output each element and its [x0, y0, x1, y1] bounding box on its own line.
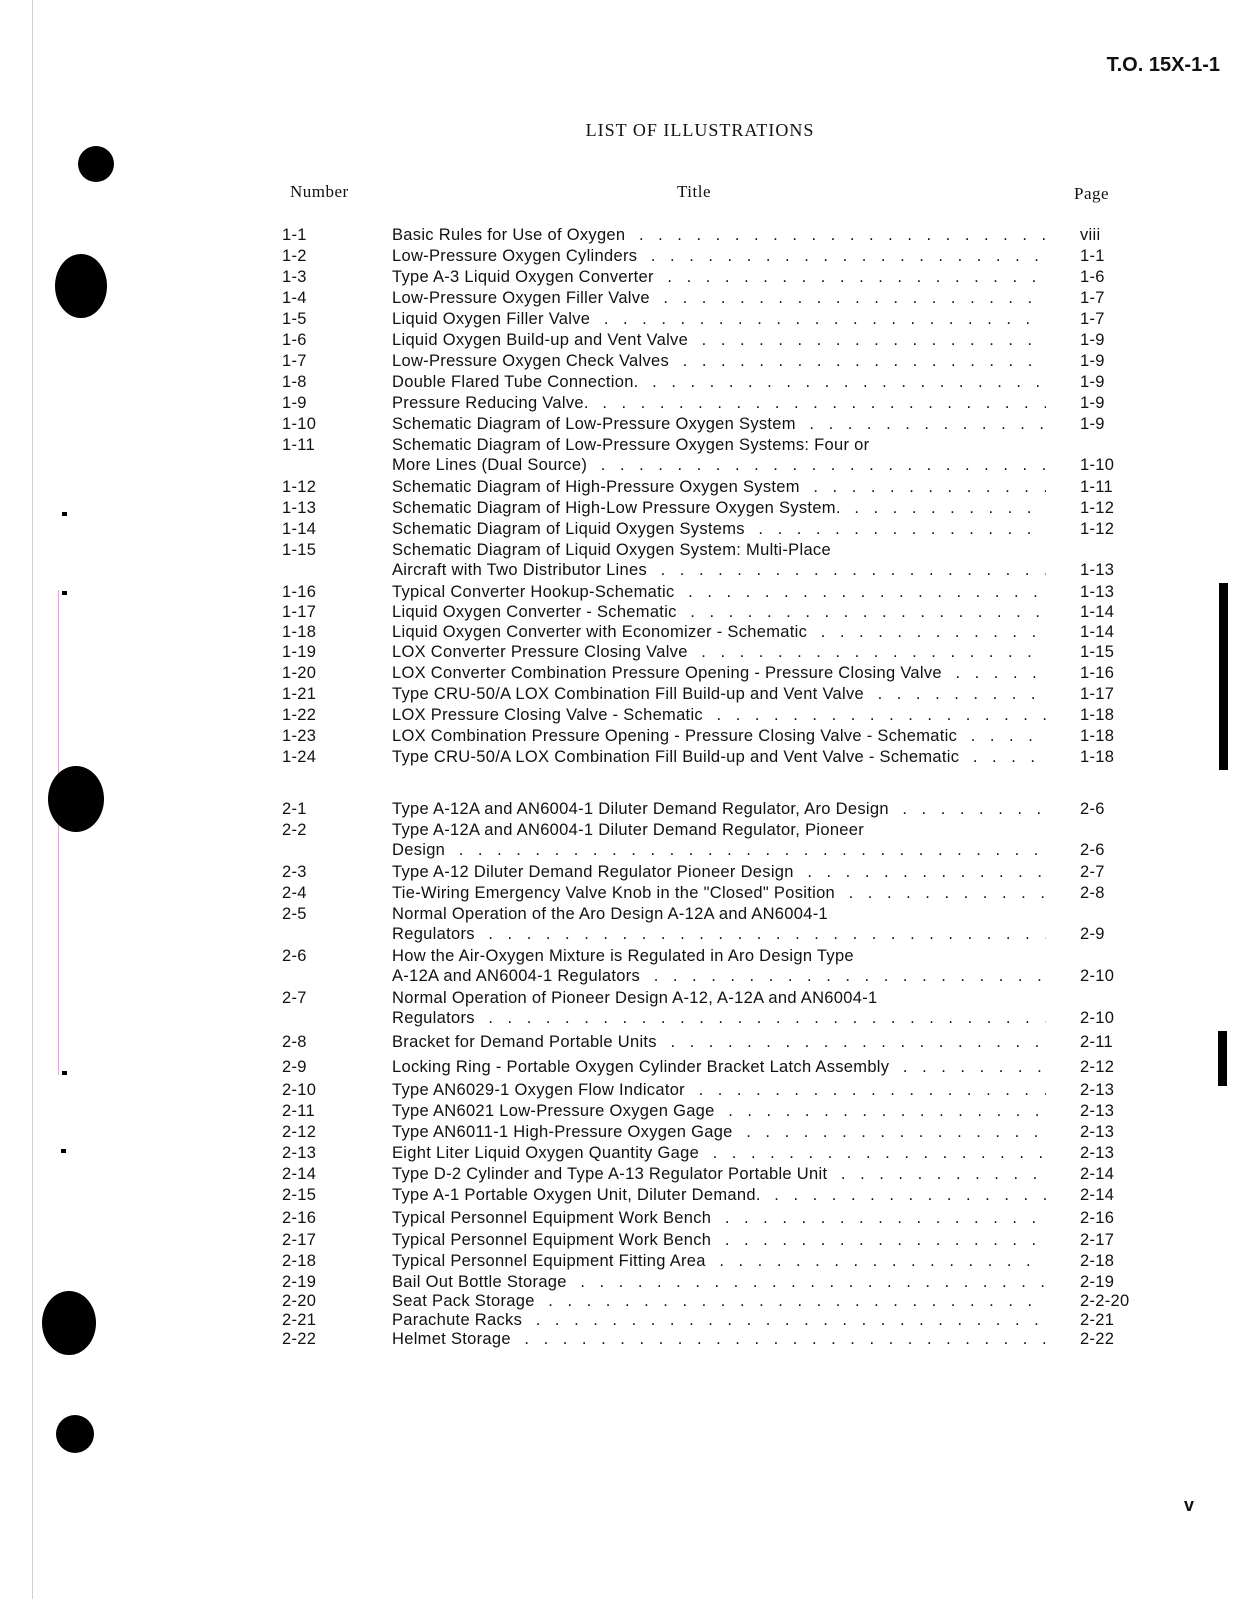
figure-title [392, 331, 1046, 350]
list-item [0, 520, 1260, 542]
figure-title-text: Low-Pressure Oxygen Check Valves [392, 352, 673, 370]
page-reference: 2-13 [1080, 1102, 1115, 1120]
figure-title [392, 415, 1046, 434]
figure-title [392, 1081, 1046, 1100]
figure-title-text: Liquid Oxygen Build-up and Vent Valve [392, 331, 692, 349]
list-item [0, 800, 1260, 822]
figure-number: 2-8 [282, 1033, 307, 1051]
figure-number: 1-20 [282, 664, 317, 682]
figure-title-text: LOX Converter Combination Pressure Opening - Pressure Closing Valve [392, 664, 946, 682]
list-item [0, 331, 1260, 353]
figure-title [392, 925, 1046, 944]
document-id: T.O. 15X-1-1 [1106, 54, 1220, 76]
figure-title [392, 1058, 1046, 1077]
figure-title-text: Parachute Racks [392, 1311, 526, 1329]
figure-title-text: LOX Combination Pressure Opening - Pressure Closing Valve - Schematic [392, 727, 961, 745]
page-reference: 2-13 [1080, 1144, 1115, 1162]
page-reference: 2-2-20 [1080, 1292, 1130, 1310]
list-item [0, 1186, 1260, 1208]
figure-title-text: Basic Rules for Use of Oxygen [392, 226, 629, 244]
list-item [0, 1058, 1260, 1080]
page-reference: 1-9 [1080, 352, 1105, 370]
figure-title-text: Type A-1 Portable Oxygen Unit, Diluter Demand. [392, 1186, 765, 1204]
figure-title [392, 1033, 1046, 1052]
figure-title-text: Type A-12 Diluter Demand Regulator Pioneer Design [392, 863, 798, 881]
figure-title-text: How the Air-Oxygen Mixture is Regulated in Aro Design Type [392, 947, 858, 965]
list-item [0, 989, 1260, 1027]
figure-title-text: Type CRU-50/A LOX Combination Fill Build-up and Vent Valve [392, 685, 868, 703]
figure-title [392, 1144, 1046, 1163]
figure-title [392, 1273, 1046, 1292]
figure-number: 1-14 [282, 520, 317, 538]
figure-title [392, 310, 1046, 329]
list-item [0, 1330, 1260, 1352]
figure-number: 1-21 [282, 685, 317, 703]
figure-number: 1-4 [282, 289, 307, 307]
figure-number: 2-12 [282, 1123, 317, 1141]
page-reference: 2-14 [1080, 1186, 1115, 1204]
page-reference: viii [1080, 226, 1101, 244]
figure-title [392, 247, 1046, 266]
figure-title [392, 1123, 1046, 1142]
list-item [0, 1102, 1260, 1124]
column-header-number: Number [290, 182, 349, 201]
figure-number: 1-11 [282, 436, 315, 454]
figure-title [392, 821, 1046, 840]
figure-title-text: Type CRU-50/A LOX Combination Fill Build-up and Vent Valve - Schematic [392, 748, 963, 766]
list-item [0, 905, 1260, 943]
figure-title-text: Regulators [392, 1009, 479, 1027]
figure-number: 1-2 [282, 247, 307, 265]
figure-number: 2-5 [282, 905, 307, 923]
list-item [0, 623, 1260, 645]
page-reference: 1-14 [1080, 603, 1115, 621]
figure-number: 1-9 [282, 394, 307, 412]
page-reference: 1-9 [1080, 415, 1105, 433]
figure-title-text: Pressure Reducing Valve. [392, 394, 593, 412]
figure-title [392, 706, 1046, 725]
figure-title-text: Bail Out Bottle Storage [392, 1273, 571, 1291]
page-reference: 1-18 [1080, 748, 1115, 766]
page-reference: 2-18 [1080, 1252, 1115, 1270]
figure-number: 2-16 [282, 1209, 317, 1227]
figure-title [392, 1252, 1046, 1271]
figure-number: 1-17 [282, 603, 317, 621]
figure-title [392, 989, 1046, 1008]
page-reference: 1-9 [1080, 331, 1105, 349]
figure-title-text: Type AN6021 Low-Pressure Oxygen Gage [392, 1102, 719, 1120]
figure-number: 2-14 [282, 1165, 317, 1183]
page-reference: 2-13 [1080, 1081, 1115, 1099]
figure-title-text: Normal Operation of Pioneer Design A-12, A-12A and AN6004-1 [392, 989, 881, 1007]
figure-title [392, 541, 1046, 560]
figure-number: 1-19 [282, 643, 317, 661]
list-item [0, 748, 1260, 770]
figure-title-text: Liquid Oxygen Filler Valve [392, 310, 594, 328]
figure-title-text: Design [392, 841, 449, 859]
figure-number: 1-10 [282, 415, 317, 433]
figure-title-text: Normal Operation of the Aro Design A-12A and AN6004-1 [392, 905, 832, 923]
list-item [0, 706, 1260, 728]
list-item [0, 821, 1260, 859]
page-reference: 1-12 [1080, 520, 1115, 538]
list-item [0, 1165, 1260, 1187]
figure-number: 2-7 [282, 989, 307, 1007]
page-reference: 1-1 [1080, 247, 1105, 265]
list-item [0, 268, 1260, 290]
page-reference: 2-22 [1080, 1330, 1115, 1348]
page-reference: 1-18 [1080, 727, 1115, 745]
figure-number: 2-4 [282, 884, 307, 902]
figure-title-text: Bracket for Demand Portable Units [392, 1033, 661, 1051]
page-reference: 2-14 [1080, 1165, 1115, 1183]
list-item [0, 603, 1260, 625]
list-item [0, 310, 1260, 332]
page-reference: 2-11 [1080, 1033, 1113, 1051]
figure-title-text: Eight Liter Liquid Oxygen Quantity Gage [392, 1144, 703, 1162]
list-item [0, 415, 1260, 437]
figure-number: 2-17 [282, 1231, 317, 1249]
figure-title-text: Aircraft with Two Distributor Lines [392, 561, 651, 579]
figure-number: 1-1 [282, 226, 307, 244]
list-item [0, 289, 1260, 311]
list-item [0, 1209, 1260, 1231]
figure-number: 2-1 [282, 800, 307, 818]
page-reference: 1-13 [1080, 561, 1115, 579]
figure-title [392, 748, 1046, 767]
page-reference: 2-10 [1080, 967, 1115, 985]
figure-title [392, 520, 1046, 539]
figure-number: 1-15 [282, 541, 317, 559]
figure-title-text: Schematic Diagram of Low-Pressure Oxygen System [392, 415, 800, 433]
figure-number: 2-3 [282, 863, 307, 881]
list-item [0, 541, 1260, 579]
figure-title [392, 967, 1046, 986]
figure-title-text: Schematic Diagram of High-Pressure Oxygen System [392, 478, 804, 496]
list-item [0, 1123, 1260, 1145]
figure-title [392, 1186, 1046, 1205]
page-reference: 1-16 [1080, 664, 1115, 682]
figure-title [392, 1165, 1046, 1184]
figure-number: 1-23 [282, 727, 317, 745]
figure-title [392, 603, 1046, 622]
list-item [0, 247, 1260, 269]
binder-hole [78, 146, 114, 182]
page-reference: 2-10 [1080, 1009, 1115, 1027]
figure-number: 2-13 [282, 1144, 317, 1162]
figure-title [392, 884, 1046, 903]
list-item [0, 1081, 1260, 1103]
figure-number: 1-8 [282, 373, 307, 391]
list-item [0, 685, 1260, 707]
figure-number: 1-6 [282, 331, 307, 349]
figure-title-text: Type A-12A and AN6004-1 Diluter Demand Regulator, Pioneer [392, 821, 868, 839]
figure-title-text: Schematic Diagram of Liquid Oxygen System: Multi-Place [392, 541, 835, 559]
list-item [0, 947, 1260, 985]
figure-title [392, 905, 1046, 924]
figure-title-text: More Lines (Dual Source) [392, 456, 591, 474]
figure-title-text: Schematic Diagram of Low-Pressure Oxygen Systems: Four or [392, 436, 873, 454]
figure-title-text: Liquid Oxygen Converter with Economizer - Schematic [392, 623, 811, 641]
list-item [0, 643, 1260, 665]
list-item [0, 1144, 1260, 1166]
page-reference: 2-9 [1080, 925, 1105, 943]
figure-title-text: Tie-Wiring Emergency Valve Knob in the "Closed" Position [392, 884, 839, 902]
figure-title-text: Regulators [392, 925, 479, 943]
figure-title [392, 863, 1046, 882]
list-item [0, 664, 1260, 686]
figure-title-text: Double Flared Tube Connection. [392, 373, 643, 391]
page-reference: 1-9 [1080, 373, 1105, 391]
binder-hole [56, 1415, 94, 1453]
figure-title-text: Typical Personnel Equipment Work Bench [392, 1231, 715, 1249]
page-reference: 2-19 [1080, 1273, 1115, 1291]
figure-title-text: LOX Converter Pressure Closing Valve [392, 643, 692, 661]
page-reference: 1-18 [1080, 706, 1115, 724]
page-reference: 2-6 [1080, 800, 1105, 818]
figure-number: 2-21 [282, 1311, 317, 1329]
figure-title [392, 499, 1046, 518]
column-header-page: Page [1074, 184, 1110, 203]
figure-number: 1-18 [282, 623, 317, 641]
figure-number: 2-6 [282, 947, 307, 965]
page-reference: 1-12 [1080, 499, 1115, 517]
figure-title [392, 1292, 1046, 1311]
figure-title [392, 947, 1046, 966]
figure-title [392, 1330, 1046, 1349]
page-reference: 2-16 [1080, 1209, 1115, 1227]
page-number: v [1183, 1495, 1194, 1515]
page-reference: 1-7 [1080, 310, 1105, 328]
list-item [0, 884, 1260, 906]
figure-number: 2-2 [282, 821, 307, 839]
figure-title-text: Schematic Diagram of High-Low Pressure Oxygen System. [392, 499, 845, 517]
list-item [0, 478, 1260, 500]
figure-title [392, 1209, 1046, 1228]
figure-title [392, 664, 1046, 683]
page-reference: 2-21 [1080, 1311, 1115, 1329]
figure-title-text: Seat Pack Storage [392, 1292, 539, 1310]
figure-number: 2-11 [282, 1102, 315, 1120]
figure-number: 2-15 [282, 1186, 317, 1204]
page-reference: 1-13 [1080, 583, 1115, 601]
column-header-title: Title [677, 182, 712, 201]
figure-title [392, 1009, 1046, 1028]
figure-number: 2-9 [282, 1058, 307, 1076]
figure-title [392, 352, 1046, 371]
figure-number: 2-22 [282, 1330, 317, 1348]
list-item [0, 226, 1260, 248]
figure-title [392, 289, 1046, 308]
figure-title [392, 394, 1046, 413]
page-reference: 1-11 [1080, 478, 1113, 496]
list-item [0, 436, 1260, 474]
list-item [0, 1252, 1260, 1274]
figure-title [392, 841, 1046, 860]
page-reference: 1-9 [1080, 394, 1105, 412]
figure-title [392, 561, 1046, 580]
figure-number: 1-12 [282, 478, 317, 496]
figure-number: 2-10 [282, 1081, 317, 1099]
page-reference: 1-6 [1080, 268, 1105, 286]
figure-title [392, 623, 1046, 642]
figure-title-text: Type A-3 Liquid Oxygen Converter [392, 268, 658, 286]
figure-title [392, 583, 1046, 602]
figure-title [392, 1231, 1046, 1250]
page-reference: 2-7 [1080, 863, 1105, 881]
page-title: LIST OF ILLUSTRATIONS [585, 120, 815, 140]
figure-title [392, 456, 1046, 475]
figure-title [392, 1311, 1046, 1330]
figure-title-text: Schematic Diagram of Liquid Oxygen Systems [392, 520, 749, 538]
figure-number: 1-7 [282, 352, 307, 370]
page-reference: 1-14 [1080, 623, 1115, 641]
figure-title [392, 226, 1046, 245]
figure-title [392, 1102, 1046, 1121]
list-item [0, 1033, 1260, 1055]
page-reference: 1-10 [1080, 456, 1115, 474]
page-reference: 1-17 [1080, 685, 1115, 703]
figure-title [392, 373, 1046, 392]
figure-title-text: Type AN6011-1 High-Pressure Oxygen Gage [392, 1123, 737, 1141]
list-item [0, 863, 1260, 885]
figure-number: 1-13 [282, 499, 317, 517]
figure-title [392, 268, 1046, 287]
figure-number: 2-20 [282, 1292, 317, 1310]
figure-number: 1-3 [282, 268, 307, 286]
figure-number: 1-5 [282, 310, 307, 328]
page-reference: 2-17 [1080, 1231, 1115, 1249]
figure-number: 2-18 [282, 1252, 317, 1270]
figure-number: 1-16 [282, 583, 317, 601]
page-reference: 2-12 [1080, 1058, 1115, 1076]
figure-title [392, 727, 1046, 746]
list-item [0, 394, 1260, 416]
page-reference: 1-15 [1080, 643, 1115, 661]
list-item [0, 352, 1260, 374]
figure-title [392, 800, 1046, 819]
figure-title-text: Typical Converter Hookup-Schematic [392, 583, 679, 601]
list-item [0, 727, 1260, 749]
figure-title-text: LOX Pressure Closing Valve - Schematic [392, 706, 707, 724]
figure-title [392, 685, 1046, 704]
figure-title-text: A-12A and AN6004-1 Regulators [392, 967, 644, 985]
figure-title-text: Low-Pressure Oxygen Filler Valve [392, 289, 654, 307]
figure-title-text: Type AN6029-1 Oxygen Flow Indicator [392, 1081, 689, 1099]
figure-title [392, 478, 1046, 497]
figure-title-text: Helmet Storage [392, 1330, 515, 1348]
figure-title-text: Typical Personnel Equipment Work Bench [392, 1209, 715, 1227]
figure-title-text: Type D-2 Cylinder and Type A-13 Regulator Portable Unit [392, 1165, 831, 1183]
figure-number: 2-19 [282, 1273, 317, 1291]
list-item [0, 499, 1260, 521]
list-item [0, 583, 1260, 605]
figure-number: 1-22 [282, 706, 317, 724]
page-reference: 2-6 [1080, 841, 1105, 859]
page-reference: 1-7 [1080, 289, 1105, 307]
page-reference: 2-8 [1080, 884, 1105, 902]
figure-title-text: Locking Ring - Portable Oxygen Cylinder Bracket Latch Assembly [392, 1058, 893, 1076]
figure-number: 1-24 [282, 748, 317, 766]
figure-title [392, 643, 1046, 662]
figure-title [392, 436, 1046, 455]
figure-title-text: Liquid Oxygen Converter - Schematic [392, 603, 681, 621]
page-reference: 2-13 [1080, 1123, 1115, 1141]
figure-title-text: Typical Personnel Equipment Fitting Area [392, 1252, 710, 1270]
figure-title-text: Type A-12A and AN6004-1 Diluter Demand Regulator, Aro Design [392, 800, 893, 818]
list-item [0, 373, 1260, 395]
list-item [0, 1231, 1260, 1253]
figure-title-text: Low-Pressure Oxygen Cylinders [392, 247, 641, 265]
